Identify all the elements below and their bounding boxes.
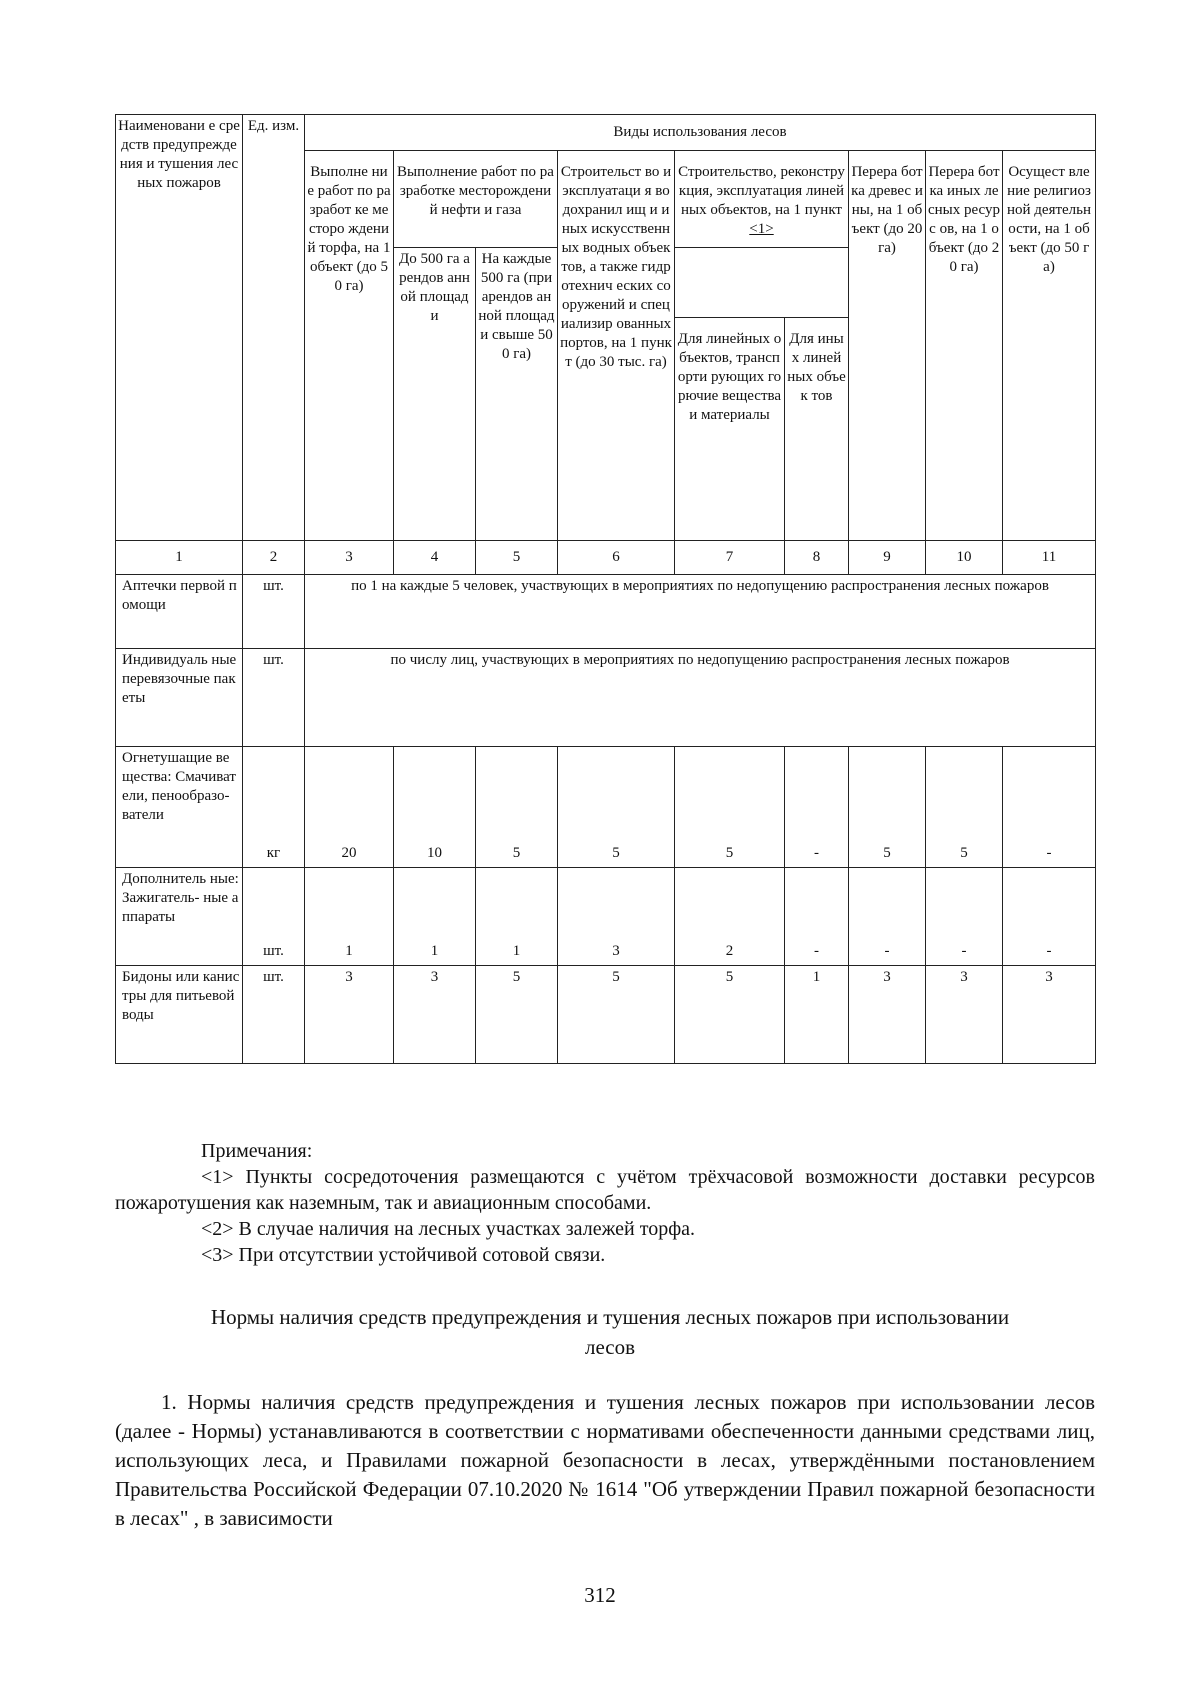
header-col8: Для иных линей ных объек тов bbox=[785, 318, 849, 541]
row-value: 1 bbox=[476, 868, 558, 966]
row-value: - bbox=[785, 868, 849, 966]
col-number: 7 bbox=[675, 541, 785, 575]
row-unit: шт. bbox=[243, 575, 305, 649]
col-number: 6 bbox=[558, 541, 675, 575]
row-value: 2 bbox=[675, 868, 785, 966]
row-span-text: по 1 на каждые 5 человек, участвующих в мероприятиях по недопущению распространения лесных пожаров bbox=[305, 575, 1096, 649]
row-name: Аптечки первой помощи bbox=[116, 575, 243, 649]
row-value: 5 bbox=[476, 966, 558, 1064]
row-value: 3 bbox=[1003, 966, 1096, 1064]
header-col4: До 500 га арендов анной площад и bbox=[394, 248, 476, 541]
table-row bbox=[116, 575, 1096, 649]
header-name: Наименовани е средств предупрежде ния и тушения лесных пожаров bbox=[116, 115, 243, 541]
row-value: - bbox=[785, 747, 849, 868]
header-col78-text: Строительство, реконструкция, эксплуатация линейных объектов, на 1 пункт bbox=[678, 164, 845, 218]
row-unit: шт. bbox=[243, 868, 305, 966]
row-name: Бидоны или канистры для питьевой воды bbox=[116, 966, 243, 1064]
col-number: 9 bbox=[849, 541, 926, 575]
row-unit: шт. bbox=[243, 649, 305, 747]
row-value: 5 bbox=[476, 747, 558, 868]
col-number: 8 bbox=[785, 541, 849, 575]
row-span-text: по числу лиц, участвующих в мероприятиях по недопущению распространения лесных пожаров bbox=[305, 649, 1096, 747]
row-name: Огнетушащие вещества: Смачиватели, пенообразо- ватели bbox=[116, 747, 243, 868]
row-name: Дополнитель ные: Зажигатель- ные аппараты bbox=[116, 868, 243, 966]
column-numbers-row bbox=[116, 541, 1096, 575]
section-heading: Нормы наличия средств предупреждения и тушения лесных пожаров при использовании лесов bbox=[210, 1305, 1010, 1359]
row-value: 1 bbox=[785, 966, 849, 1064]
row-name: Индивидуаль ные перевязочные пакеты bbox=[116, 649, 243, 747]
row-value: - bbox=[1003, 747, 1096, 868]
row-value: - bbox=[926, 868, 1003, 966]
row-value: 1 bbox=[305, 868, 394, 966]
row-value: 5 bbox=[558, 747, 675, 868]
col-number: 2 bbox=[243, 541, 305, 575]
col-number: 4 bbox=[394, 541, 476, 575]
table-row bbox=[116, 966, 1096, 1064]
row-value: 5 bbox=[675, 966, 785, 1064]
row-value: 3 bbox=[849, 966, 926, 1064]
norms-table bbox=[115, 114, 1096, 1064]
table-row bbox=[116, 649, 1096, 747]
header-col9: Перера ботка древес ины, на 1 объект (до 20 га) bbox=[849, 151, 926, 541]
row-value: 10 bbox=[394, 747, 476, 868]
note-3: <3> При отсутствии устойчивой сотовой связи. bbox=[201, 1244, 606, 1266]
col-number: 10 bbox=[926, 541, 1003, 575]
col-number: 5 bbox=[476, 541, 558, 575]
row-value: 5 bbox=[926, 747, 1003, 868]
table-row bbox=[116, 868, 1096, 966]
notes-title: Примечания: bbox=[201, 1140, 313, 1162]
header-unit: Ед. изм. bbox=[243, 115, 305, 541]
header-col5: На каждые 500 га (при арендов анной площад и свыше 500 га) bbox=[476, 248, 558, 541]
table-row bbox=[116, 747, 1096, 868]
row-value: 20 bbox=[305, 747, 394, 868]
col-number: 3 bbox=[305, 541, 394, 575]
row-value: 3 bbox=[305, 966, 394, 1064]
header-col6: Строительст во и эксплуатаци я водохранил ищ и иных искусственн ых водных объектов, а также гидротехнич еских сооружений и специализир ованных портов, на 1 пункт (до 30 тыс. га) bbox=[558, 151, 675, 541]
row-value: 3 bbox=[558, 868, 675, 966]
row-value: 5 bbox=[849, 747, 926, 868]
row-value: - bbox=[1003, 868, 1096, 966]
row-unit: шт. bbox=[243, 966, 305, 1064]
footnote-link-1[interactable]: <1> bbox=[749, 221, 774, 237]
header-col45: Выполнение работ по разработке месторождений нефти и газа bbox=[394, 151, 558, 248]
col-number: 11 bbox=[1003, 541, 1096, 575]
row-value: 1 bbox=[394, 868, 476, 966]
header-col11: Осущест вление религиоз ной деятельн ости, на 1 объект (до 50 га) bbox=[1003, 151, 1096, 541]
row-value: 5 bbox=[675, 747, 785, 868]
row-value: 3 bbox=[926, 966, 1003, 1064]
header-types: Виды использования лесов bbox=[305, 115, 1096, 151]
row-value: 3 bbox=[394, 966, 476, 1064]
row-value: 5 bbox=[558, 966, 675, 1064]
row-unit: кг bbox=[243, 747, 305, 868]
header-col10: Перера ботка иных лесных ресурс ов, на 1 объект (до 20 га) bbox=[926, 151, 1003, 541]
note-2: <2> В случае наличия на лесных участках залежей торфа. bbox=[201, 1218, 696, 1240]
col-number: 1 bbox=[116, 541, 243, 575]
row-value: - bbox=[849, 868, 926, 966]
header-col7: Для линейных объектов, транспорти рующих горючие вещества и материалы bbox=[675, 318, 785, 541]
notes-block bbox=[115, 1138, 1095, 1268]
header-col78 bbox=[675, 151, 849, 248]
note-1: <1> Пункты сосредоточения размещаются с учётом трёхчасовой возможности доставки ресурсов пожаротушения как наземным, так и авиационным способами. bbox=[115, 1166, 1095, 1214]
body-paragraph: 1. Нормы наличия средств предупреждения и тушения лесных пожаров при использовании лесов (далее - Нормы) устанавливаются в соответствии с нормативами обеспеченности данными средствами лиц, использующих леса, и Правилами пожарной безопасности в лесах, утверждёнными постановлением Правительства Российской Федерации 07.10.2020 № 1614 "Об утверждении Правил пожарной безопасности в лесах" , в зависимости bbox=[115, 1390, 1095, 1530]
header-col3: Выполне ние работ по разработ ке месторо ждений торфа, на 1 объект (до 50 га) bbox=[305, 151, 394, 541]
page-number: 312 bbox=[584, 1583, 616, 1607]
